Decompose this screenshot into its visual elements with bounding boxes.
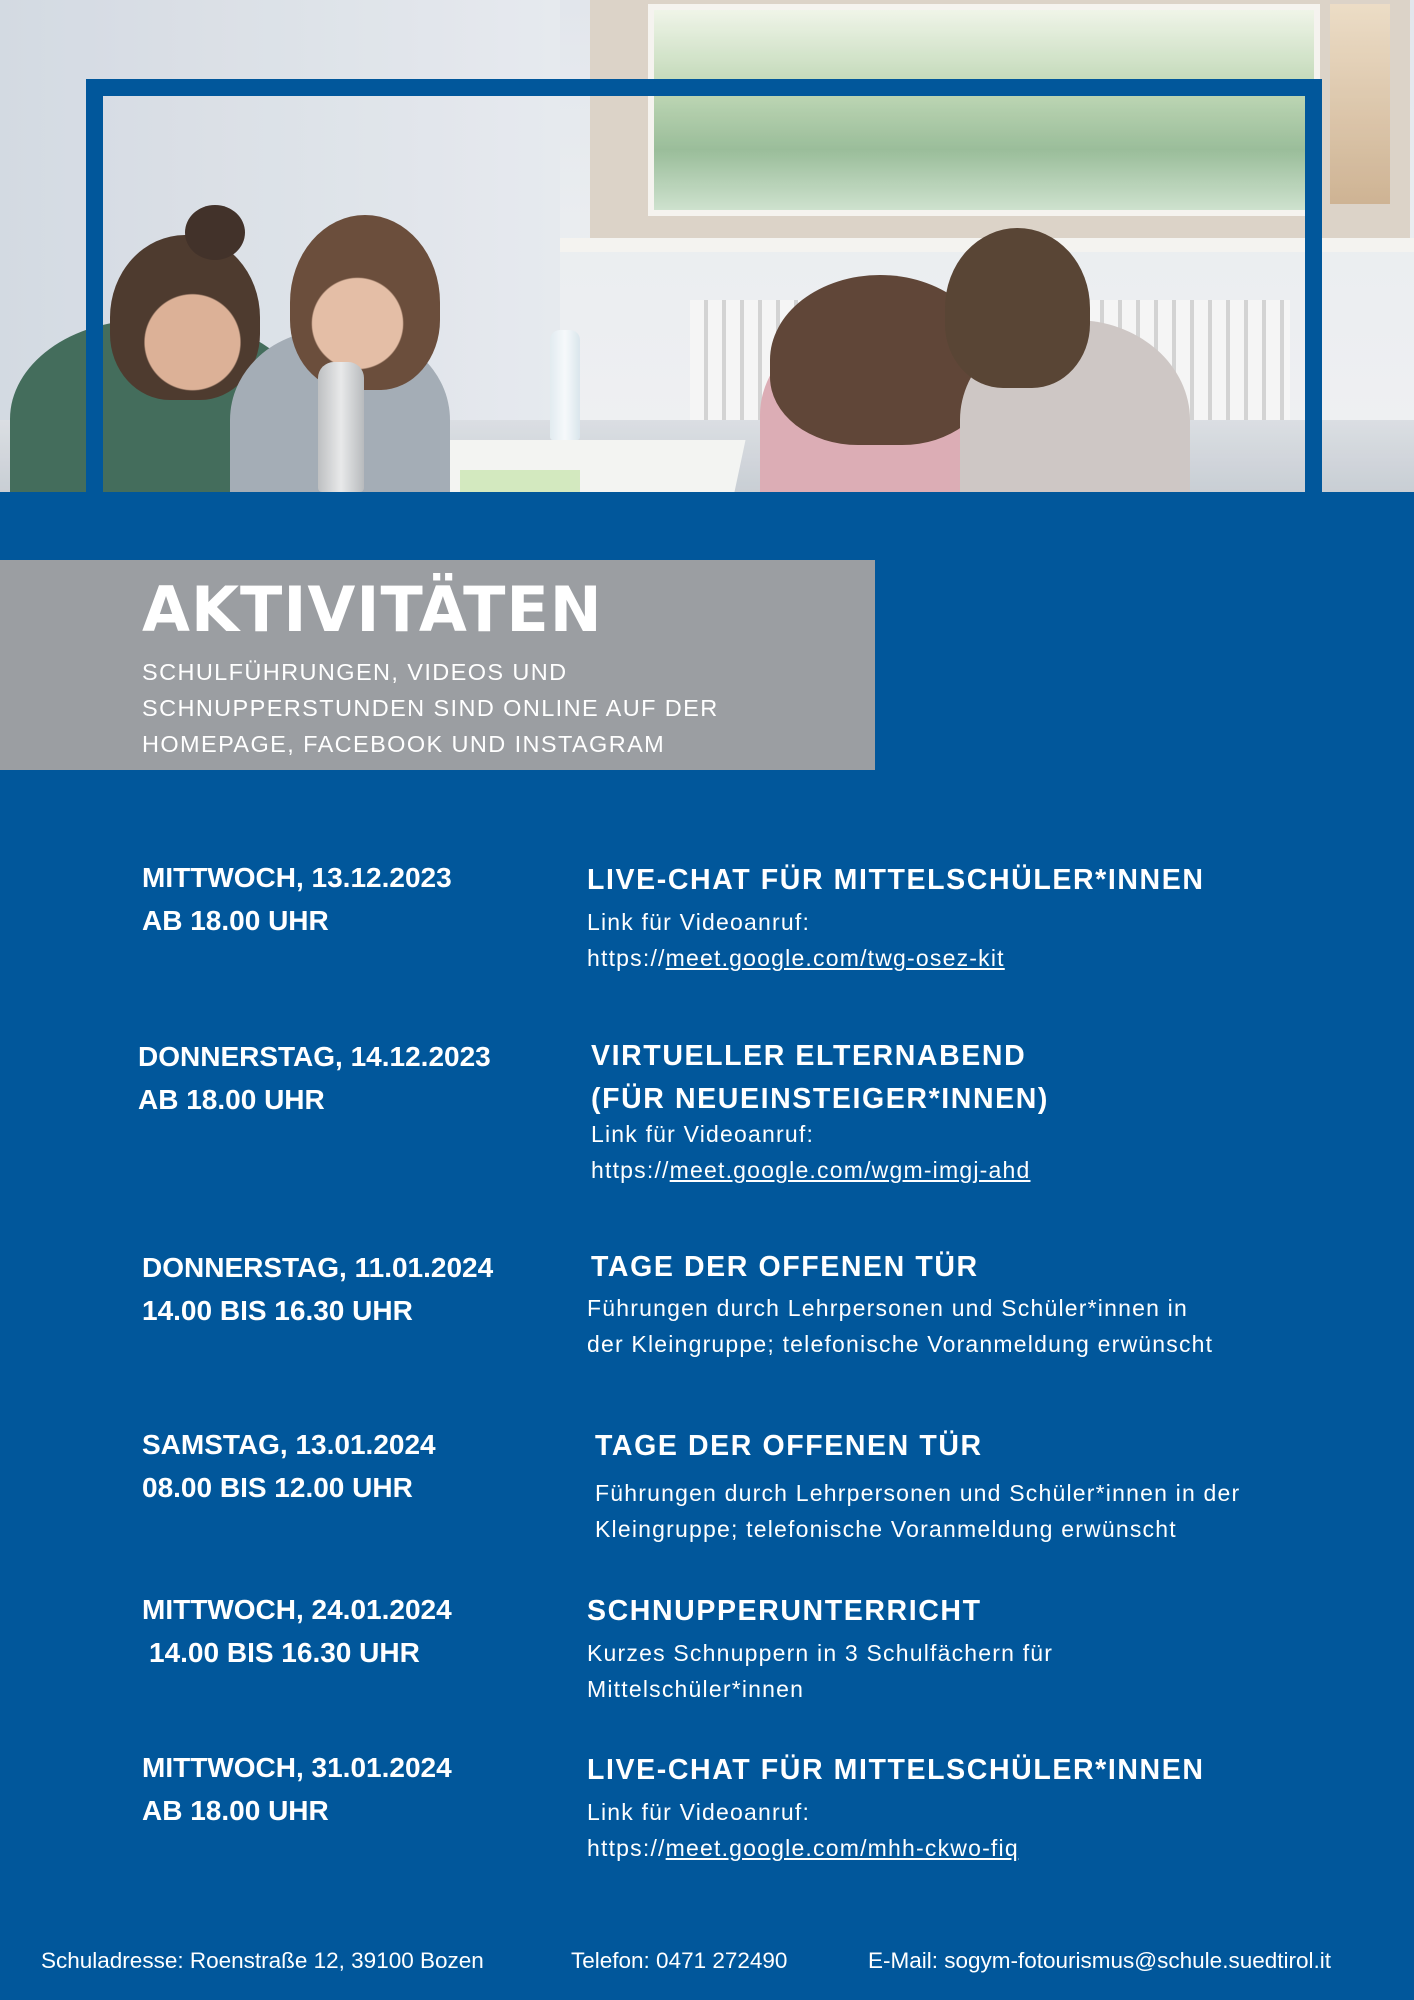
event-title-line: TAGE DER OFFENEN TÜR [595,1430,983,1462]
event-link-prefix: https:// [587,945,666,971]
page-title: AKTIVITÄTEN [142,573,603,646]
video-call-link[interactable]: meet.google.com/wgm-imgj-ahd [669,1157,1031,1183]
event-date: DONNERSTAG, 14.12.2023 [138,1041,491,1072]
subtitle-line: HOMEPAGE, FACEBOOK UND INSTAGRAM [142,731,666,757]
event-date-block [142,856,452,942]
event-date: MITTWOCH, 24.01.2024 [142,1594,452,1625]
event-desc-line: der Kleingruppe; telefonische Voranmeldung erwünscht [587,1331,1214,1357]
event-description [591,1116,1031,1188]
event-description [595,1475,1240,1547]
event-time: 08.00 BIS 12.00 UHR [142,1472,413,1503]
event-link-line [591,1152,1031,1188]
event-description [587,1794,1019,1866]
subtitle-line: SCHULFÜHRUNGEN, VIDEOS UND [142,659,568,685]
event-desc-line: Mittelschüler*innen [587,1676,805,1702]
event-date-block [142,1246,493,1332]
event-title [587,1749,1205,1792]
event-title-line: VIRTUELLER ELTERNABEND [591,1040,1027,1072]
event-link-label: Link für Videoanruf: [587,909,811,935]
event-link-label: Link für Videoanruf: [591,1121,815,1147]
event-time: 14.00 BIS 16.30 UHR [149,1637,420,1668]
event-desc-line: Führungen durch Lehrpersonen und Schüler*innen in [587,1295,1188,1321]
event-link-label: Link für Videoanruf: [587,1799,811,1825]
footer-email: E-Mail: sogym-fotourismus@schule.suedtirol.it [868,1948,1331,1973]
event-link-prefix: https:// [591,1157,670,1183]
event-description [587,1290,1213,1362]
subtitle-line: SCHNUPPERSTUNDEN SIND ONLINE AUF DER [142,695,719,721]
event-title [587,1590,982,1633]
event-date-block [142,1746,452,1832]
event-time: AB 18.00 UHR [138,1084,325,1115]
event-title-line: LIVE-CHAT FÜR MITTELSCHÜLER*INNEN [587,1754,1205,1786]
event-link-line [587,940,1005,976]
event-date: MITTWOCH, 31.01.2024 [142,1752,452,1783]
event-date-block [142,1588,452,1674]
event-description [587,904,1005,976]
photo-frame [86,79,1322,492]
footer-address: Schuladresse: Roenstraße 12, 39100 Bozen [41,1948,484,1973]
page-subtitle [142,654,842,762]
video-call-link[interactable]: meet.google.com/mhh-ckwo-fiq [665,1835,1019,1861]
event-title-line: TAGE DER OFFENEN TÜR [591,1251,979,1283]
event-date-block [142,1423,436,1509]
event-time: AB 18.00 UHR [142,1795,329,1826]
event-title-line: (FÜR NEUEINSTEIGER*INNEN) [591,1083,1050,1115]
event-title [591,1246,979,1289]
footer [0,1948,1414,1984]
event-date-block [138,1035,491,1121]
event-date: DONNERSTAG, 11.01.2024 [142,1252,494,1283]
event-date: SAMSTAG, 13.01.2024 [142,1429,436,1460]
footer-phone: Telefon: 0471 272490 [571,1948,788,1973]
event-title [595,1425,983,1468]
event-desc-line: Kleingruppe; telefonische Voranmeldung erwünscht [595,1516,1177,1542]
event-link-line [587,1830,1019,1866]
event-title-line: SCHNUPPERUNTERRICHT [587,1595,982,1627]
event-title [587,859,1205,902]
event-time: AB 18.00 UHR [142,905,329,936]
event-date: MITTWOCH, 13.12.2023 [142,862,452,893]
video-call-link[interactable]: meet.google.com/twg-osez-kit [665,945,1005,971]
event-desc-line: Kurzes Schnuppern in 3 Schulfächern für [587,1640,1054,1666]
event-desc-line: Führungen durch Lehrpersonen und Schüler*innen in der [595,1480,1241,1506]
event-link-prefix: https:// [587,1835,666,1861]
event-title [591,1035,1049,1121]
hero-photo [0,0,1414,492]
event-title-line: LIVE-CHAT FÜR MITTELSCHÜLER*INNEN [587,864,1205,896]
event-description [587,1635,1053,1707]
event-time: 14.00 BIS 16.30 UHR [142,1295,413,1326]
